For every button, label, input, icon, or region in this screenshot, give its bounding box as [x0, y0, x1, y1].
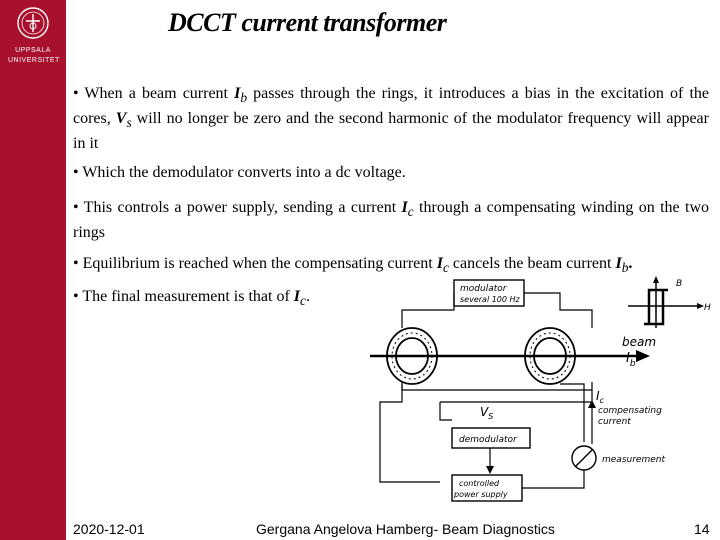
demodulator-box	[452, 428, 530, 448]
footer-page-number: 14	[694, 521, 710, 537]
hysteresis-icon	[628, 276, 711, 328]
university-logo	[8, 6, 58, 65]
bullet-5: • The final measurement is that of $I_c$.	[73, 288, 310, 309]
modulator-box	[454, 280, 524, 306]
beam-label: beam	[622, 335, 657, 349]
axis-b-label: B	[676, 279, 683, 289]
power-label-2: power supply	[454, 490, 508, 499]
modulator-label: modulator	[460, 284, 507, 294]
footer-author: Gergana Angelova Hamberg- Beam Diagnostics	[256, 521, 555, 537]
bullet-2: • Which the demodulator converts into a dc voltage.	[73, 164, 406, 181]
compensating-label-2: current	[598, 417, 631, 427]
slide-title: DCCT current transformer	[168, 8, 447, 37]
axis-h-label: H	[704, 303, 711, 313]
dcct-diagram	[360, 272, 720, 512]
logo-text-1: UPPSALA	[15, 47, 51, 54]
power-supply-box	[452, 475, 522, 501]
measurement-label: measurement	[602, 455, 665, 465]
bullet-4: • Equilibrium is reached when the compensating current $I_c$ cancels the beam current $I_b$.	[73, 255, 633, 276]
sidebar	[0, 0, 66, 540]
ib-label: $I_b$	[626, 351, 636, 369]
compensating-label-1: compensating	[598, 406, 662, 416]
measurement-meter-icon	[572, 446, 596, 470]
seal-icon	[16, 6, 50, 40]
vs-label: $V_S$	[480, 405, 494, 421]
beam-arrow-icon	[636, 350, 650, 362]
logo-text-2: UNIVERSITET	[8, 57, 60, 64]
bullet-3: • This controls a power supply, sending a current $I_c$ through a compensating winding on the two rings	[73, 199, 710, 242]
ic-label: $I_c$	[596, 389, 604, 405]
modulator-freq-label: several 100 Hz	[460, 295, 520, 304]
bullet-1: • When a beam current $I_b$ passes through the rings, it introduces a bias in the excitation of the cores, $V_s$ will no longer be zero and the second harmonic of the modulator frequency will appear in it	[73, 85, 709, 153]
power-label-1: controlled	[459, 479, 500, 488]
footer-date: 2020-12-01	[73, 521, 145, 537]
demodulator-label: demodulator	[459, 435, 517, 445]
